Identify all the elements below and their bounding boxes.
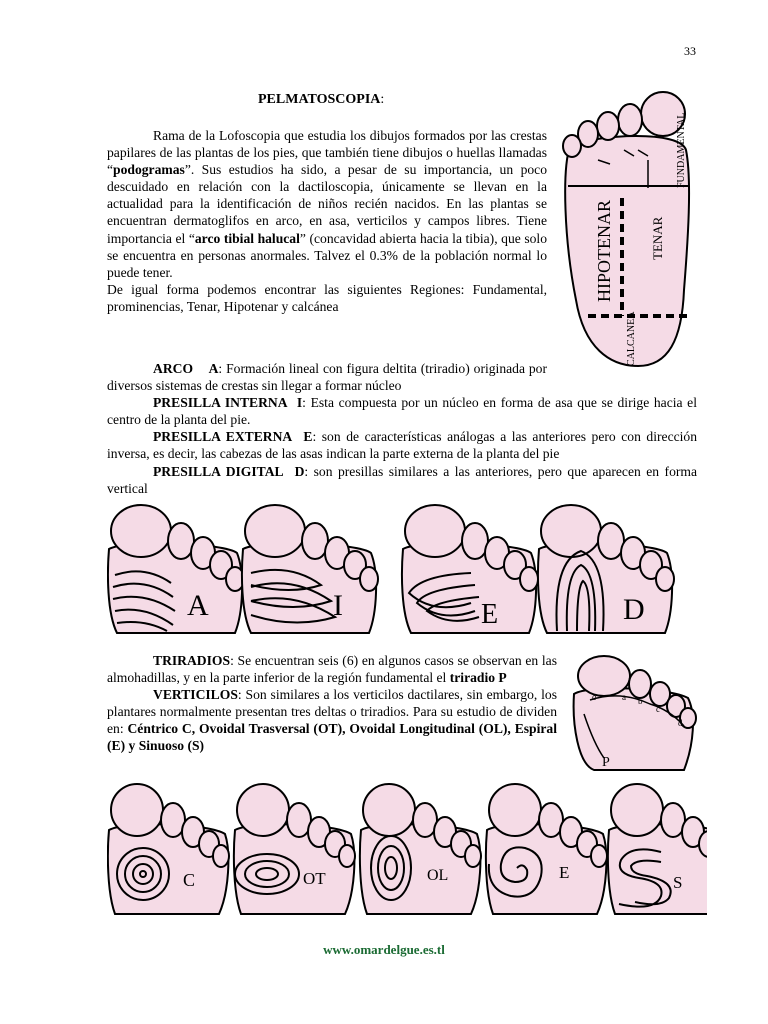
definition-letter: D	[294, 463, 305, 479]
definition-presilla-externa	[107, 428, 697, 462]
figure-letter: E	[559, 863, 570, 882]
definition-text: : Formación lineal con figura deltita (triradio) originada por diversos sistemas de crestas sin llegar a formar núcleo	[107, 361, 547, 394]
definition-term: ARCO	[153, 361, 194, 376]
foot-figure-sinuoso	[608, 784, 707, 914]
definition-term: PRESILLA EXTERNA	[153, 429, 293, 445]
definition-presilla-interna	[107, 394, 697, 428]
loop-figures-row	[107, 503, 687, 643]
triradio-label-b: b	[638, 696, 643, 706]
triradio-label-a: a	[622, 692, 626, 702]
triradios-verticilos-text	[107, 652, 557, 755]
definition-text: : son de características análogas a las anteriores pero con dirección inversa, es decir, las cabezas de las asas indican la parte externa de la planta del pie	[107, 429, 698, 462]
figure-letter: A	[187, 589, 209, 622]
foot-figure-centrico	[108, 784, 229, 914]
figure-letter: OL	[427, 867, 449, 884]
figure-letter: OT	[303, 869, 326, 888]
definition-text: : son presillas similares a las anteriores, pero que aparecen en forma vertical	[107, 463, 698, 496]
triradio-p-term: triradio P	[449, 670, 507, 686]
term-podogramas: podogramas	[113, 162, 185, 178]
foot-figure-arco	[108, 505, 244, 633]
label-tenar: TENAR	[650, 216, 665, 260]
intro-text-regions: De igual forma podemos encontrar las siguientes Regiones: Fundamental, prominencias, Tenar, Hipotenar y calcánea	[107, 281, 547, 314]
triradio-label-d: d	[678, 718, 683, 728]
triradios-term: TRIRADIOS	[153, 653, 231, 668]
title-colon: :	[380, 92, 385, 107]
page-title	[258, 92, 384, 108]
foot-figure-presilla-externa	[402, 505, 538, 633]
triradio-diagram	[570, 654, 698, 774]
triradio-label-c: c	[656, 704, 660, 714]
label-fundamental: FUNDAMENTAL	[676, 112, 687, 188]
triradio-label-p: P	[602, 755, 610, 770]
definition-term: PRESILLA DIGITAL	[153, 463, 284, 479]
figure-letter: D	[623, 593, 645, 626]
term-arco-tibial: arco tibial halucal	[194, 230, 300, 246]
label-calcanea: CALCANEA	[626, 311, 637, 366]
figure-letter: I	[333, 589, 343, 622]
intro-text-2: ”. Sus estudios ha sido, a pesar de su importancia, un poco descuidado en relación con la dactiloscopia, únicamente se llevan en la actualidad para la identificación de niños recién nacidos. En las plantas se encuentran dermatoglifos en arco, en asa, verticilos y campos libres. Tiene importancia el “	[107, 162, 547, 246]
whorl-figures-row	[107, 782, 707, 920]
foot-figure-presilla-digital	[538, 505, 674, 633]
footer-url[interactable]: www.omardelgue.es.tl	[323, 942, 445, 957]
foot-figure-presilla-interna	[242, 505, 378, 633]
definition-term: PRESILLA INTERNA	[153, 395, 288, 411]
definition-letter: E	[303, 429, 313, 445]
verticilos-text: : Son similares a los verticilos dactilares, sin embargo, los plantares normalmente presentan tres deltas o triradios. Para su estudio de dividen en:	[107, 687, 557, 737]
foot-regions-diagram	[558, 90, 698, 372]
triradio-label-o: o	[592, 692, 597, 702]
definitions-list	[107, 360, 697, 497]
verticilos-paragraph	[107, 686, 557, 754]
figure-letter: E	[481, 599, 499, 630]
figure-letter: C	[183, 870, 196, 890]
intro-text-3: ” (concavidad abierta hacia la tibia), que solo se encuentra en personas anormales. Talvez el 0.3% de la población normal lo puede tener.	[107, 230, 547, 280]
foot-figure-ovoidal-longitudinal	[360, 784, 481, 914]
definition-letter: I	[296, 395, 303, 411]
triradios-paragraph	[107, 652, 557, 686]
verticilos-term: VERTICILOS	[153, 687, 238, 703]
page-number: 33	[684, 44, 696, 58]
label-hipotenar: HIPOTENAR	[594, 200, 614, 302]
intro-text-1: Rama de la Lofoscopia que estudia los dibujos formados por las crestas papilares de las plantas de los pies, que también tiene dibujos o huellas llamadas “	[107, 128, 547, 178]
verticilos-types: Céntrico C, Ovoidal Trasversal (OT), Ovoidal Longitudinal (OL), Espiral (E) y Sinuoso (S)	[107, 721, 557, 754]
definition-presilla-digital	[107, 463, 697, 497]
triradios-text: : Se encuentran seis (6) en algunos casos se observan en las almohadillas, y en la parte inferior de la región fundamental el	[107, 653, 557, 686]
definition-letter: A	[208, 361, 219, 376]
definition-text: : Esta compuesta por un núcleo en forma de asa que se dirige hacia el centro de la planta del pie.	[107, 395, 697, 428]
intro-paragraph	[107, 127, 547, 315]
definition-arco	[107, 360, 547, 394]
title-text: PELMATOSCOPIA	[258, 92, 381, 107]
foot-figure-espiral	[486, 784, 607, 914]
foot-figure-ovoidal-trasversal	[234, 784, 355, 914]
figure-letter: S	[673, 873, 683, 892]
